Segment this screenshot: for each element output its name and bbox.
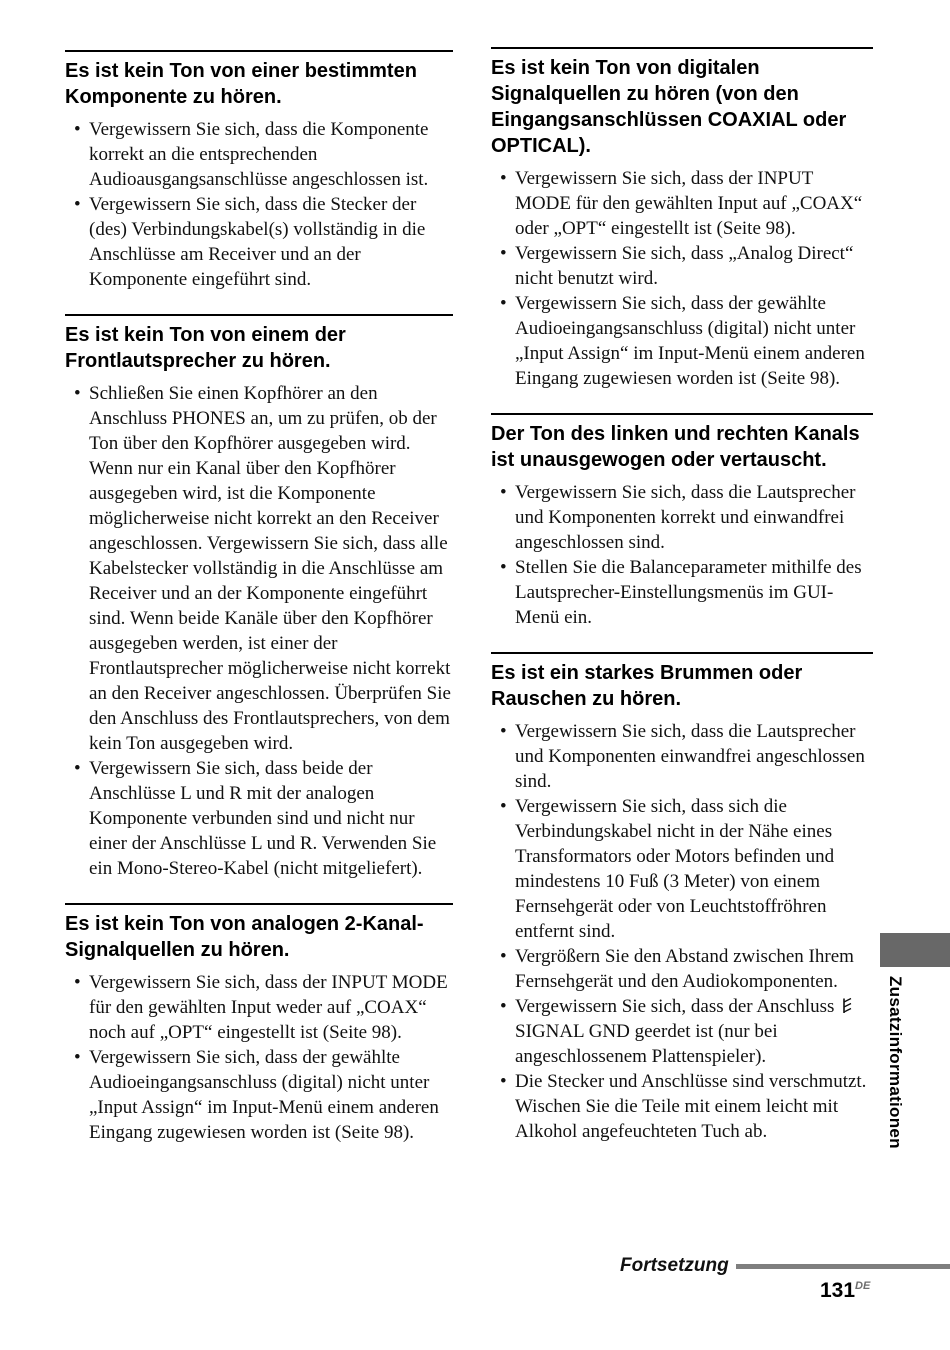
continuation-rule [736,1264,950,1269]
page-number-suffix: DE [855,1280,871,1292]
list-item: • Vergewissern Sie sich, dass die Stecker der (des) Verbindungskabel(s) vollständig in die Anschlüsse am Receiver und an der Komponente eingeführt sind. [89,192,453,292]
section-heading: Es ist kein Ton von analogen 2-Kanal-Signalquellen zu hören. [65,903,453,963]
bullet-text: Vergewissern Sie sich, dass der Anschluss [515,996,835,1017]
bullet-list [65,381,453,881]
section-heading: Es ist kein Ton von einer bestimmten Komponente zu hören. [65,50,453,110]
list-item: • Vergewissern Sie sich, dass der gewählte Audioeingangsanschluss (digital) nicht unter „Input Assign“ im Input-Menü einem anderen Eingang zugewiesen worden ist (Seite 98). [89,1045,453,1145]
list-item: • Stellen Sie die Balanceparameter mithilfe des Lautsprecher-Einstellungsmenüs im GUI-Menü ein. [515,555,873,630]
list-item: • Die Stecker und Anschlüsse sind verschmutzt. Wischen Sie die Teile mit einem leicht mit Alkohol angefeuchteten Tuch ab. [515,1069,873,1144]
chapter-tab [880,933,950,967]
list-item: • Vergewissern Sie sich, dass sich die Verbindungskabel nicht in der Nähe eines Transformators oder Motors befinden und mindestens 10 Fuß (3 Meter) von einem Fernsehgerät oder von Leuchtstoffröhren entfernt sind. [515,794,873,944]
list-item: • Schließen Sie einen Kopfhörer an den Anschluss PHONES an, um zu prüfen, ob der Ton über den Kopfhörer ausgegeben wird. Wenn nur ein Kanal über den Kopfhörer ausgegeben wird, ist die Komponente möglicherweise nicht korrekt an den Receiver angeschlossen. Vergewissern Sie sich, dass alle Kabelstecker vollständig in die Anschlüsse am Receiver und an der Komponente eingeführt sind. Wenn beide Kanäle über den Kopfhörer ausgegeben werden, ist einer der Frontlautsprecher möglicherweise nicht korrekt an den Receiver angeschlossen. Überprüfen Sie den Anschluss des Frontlautsprechers, von dem kein Ton ausgegeben wird. [89,381,453,756]
section-heading: Es ist ein starkes Brummen oder Rauschen zu hören. [491,652,873,712]
section-unbalanced-channels [491,413,873,630]
signal-ground-icon [840,997,853,1014]
list-item [515,994,873,1069]
page-number-value: 131 [820,1279,856,1302]
bullet-list [491,480,873,630]
section-no-sound-analog [65,903,453,1145]
section-heading: Der Ton des linken und rechten Kanals ist unausgewogen oder vertauscht. [491,413,873,473]
left-column [65,0,453,1145]
bullet-list [65,117,453,292]
list-item: • Vergewissern Sie sich, dass beide der Anschlüsse L und R mit der analogen Komponente verbunden sind und nicht nur einer der Anschlüsse L und R. Verwenden Sie ein Mono-Stereo-Kabel (nicht mitgeliefert). [89,756,453,881]
section-heading: Es ist kein Ton von einem der Frontlautsprecher zu hören. [65,314,453,374]
right-column [491,0,873,1144]
section-no-sound-front-speaker [65,314,453,881]
list-item: • Vergewissern Sie sich, dass der INPUT MODE für den gewählten Input weder auf „COAX“ noch auf „OPT“ eingestellt ist (Seite 98). [89,970,453,1045]
list-item: • Vergewissern Sie sich, dass „Analog Direct“ nicht benutzt wird. [515,241,873,291]
section-hum-noise [491,652,873,1144]
list-item: • Vergewissern Sie sich, dass die Lautsprecher und Komponenten einwandfrei angeschlossen sind. [515,719,873,794]
continuation-label: Fortsetzung [620,1255,729,1276]
section-no-sound-digital [491,47,873,391]
list-item: • Vergewissern Sie sich, dass der gewählte Audioeingangsanschluss (digital) nicht unter „Input Assign“ im Input-Menü einem anderen Eingang zugewiesen worden ist (Seite 98). [515,291,873,391]
bullet-list [65,970,453,1145]
page-number [820,1279,870,1303]
continuation-footer [620,1255,950,1277]
section-heading: Es ist kein Ton von digitalen Signalquellen zu hören (von den Eingangsanschlüssen COAXIAL oder OPTICAL). [491,47,873,159]
list-item: • Vergewissern Sie sich, dass der INPUT MODE für den gewählten Input auf „COAX“ oder „OPT“ eingestellt ist (Seite 98). [515,166,873,241]
bullet-text: SIGNAL GND geerdet ist (nur bei angeschlossenem Plattenspieler). [515,1021,778,1067]
bullet-list [491,719,873,1144]
bullet-list [491,166,873,391]
list-item: • Vergewissern Sie sich, dass die Komponente korrekt an die entsprechenden Audioausgangsanschlüsse angeschlossen ist. [89,117,453,192]
section-no-sound-component [65,50,453,292]
list-item: • Vergrößern Sie den Abstand zwischen Ihrem Fernsehgerät und den Audiokomponenten. [515,944,873,994]
list-item: • Vergewissern Sie sich, dass die Lautsprecher und Komponenten korrekt und einwandfrei angeschlossen sind. [515,480,873,555]
chapter-tab-label: Zusatzinformationen [886,976,905,1149]
